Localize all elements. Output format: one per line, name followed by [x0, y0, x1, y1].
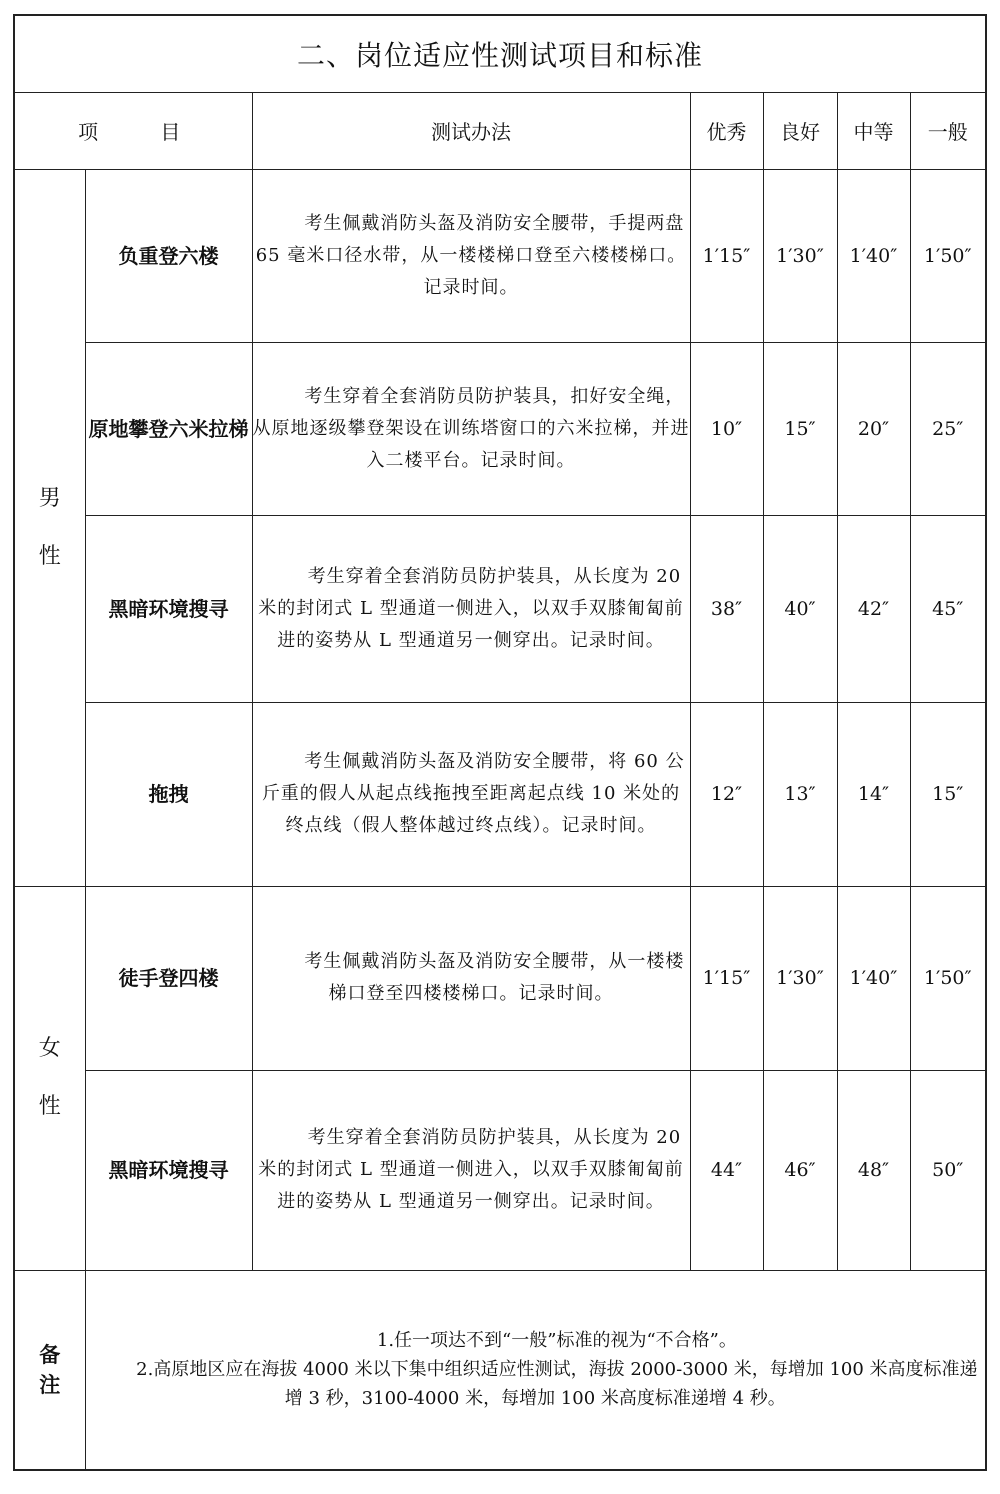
- table-row: [14, 169, 986, 342]
- remarks-content: [85, 1270, 986, 1470]
- score-general: 1′50″: [910, 886, 986, 1070]
- header-medium: 中等: [837, 92, 910, 169]
- score-excellent: 1′15″: [690, 169, 763, 342]
- score-excellent: 38″: [690, 515, 763, 702]
- score-good: 15″: [763, 342, 837, 515]
- score-good: 1′30″: [763, 169, 837, 342]
- header-good: 良好: [763, 92, 837, 169]
- score-general: 25″: [910, 342, 986, 515]
- score-general: 1′50″: [910, 169, 986, 342]
- score-medium: 14″: [837, 702, 910, 886]
- method-text: 考生佩戴消防头盔及消防安全腰带，手提两盘 65 毫米口径水带，从一楼楼梯口登至六楼楼梯口。记录时间。: [252, 169, 690, 342]
- score-good: 40″: [763, 515, 837, 702]
- table-row: [14, 886, 986, 1070]
- score-excellent: 44″: [690, 1070, 763, 1270]
- score-medium: 42″: [837, 515, 910, 702]
- remark-line: 2.高原地区应在海拔 4000 米以下集中组织适应性测试，海拔 2000-3000 米，每增加 100 米高度标准递增 3 秒，3100-4000 米，每增加 100 米高度标准递增 4 秒。: [136, 1359, 978, 1410]
- item-name: 黑暗环境搜寻: [85, 515, 252, 702]
- score-medium: 1′40″: [837, 169, 910, 342]
- score-medium: 1′40″: [837, 886, 910, 1070]
- score-good: 46″: [763, 1070, 837, 1270]
- table-row: [14, 702, 986, 886]
- item-name: 黑暗环境搜寻: [85, 1070, 252, 1270]
- score-medium: 48″: [837, 1070, 910, 1270]
- remarks-label: 备注: [39, 1342, 61, 1397]
- method-text: 考生穿着全套消防员防护装具，从长度为 20 米的封闭式 L 型通道一侧进入，以双手双膝匍匐前进的姿势从 L 型通道另一侧穿出。记录时间。: [252, 1070, 690, 1270]
- gender-label: 男性: [38, 485, 61, 569]
- table-row: [14, 515, 986, 702]
- header-method: 测试办法: [252, 92, 690, 169]
- standards-table: [13, 14, 987, 1471]
- item-name: 原地攀登六米拉梯: [85, 342, 252, 515]
- score-excellent: 12″: [690, 702, 763, 886]
- gender-female: [14, 886, 85, 1270]
- remarks-label-cell: [14, 1270, 85, 1470]
- score-general: 50″: [910, 1070, 986, 1270]
- method-text: 考生穿着全套消防员防护装具，从长度为 20 米的封闭式 L 型通道一侧进入，以双手双膝匍匐前进的姿势从 L 型通道另一侧穿出。记录时间。: [252, 515, 690, 702]
- remark-line: 1.任一项达不到“一般”标准的视为“不合格”。: [376, 1330, 737, 1352]
- item-name: 拖拽: [85, 702, 252, 886]
- method-text: 考生穿着全套消防员防护装具，扣好安全绳，从原地逐级攀登架设在训练塔窗口的六米拉梯，并进入二楼平台。记录时间。: [252, 342, 690, 515]
- header-row: [14, 92, 986, 169]
- remarks-row: [14, 1270, 986, 1470]
- score-excellent: 10″: [690, 342, 763, 515]
- item-name: 负重登六楼: [85, 169, 252, 342]
- page-title: 二、岗位适应性测试项目和标准: [14, 15, 986, 92]
- table-row: [14, 1070, 986, 1270]
- method-text: 考生佩戴消防头盔及消防安全腰带，将 60 公斤重的假人从起点线拖拽至距离起点线 10 米处的终点线（假人整体越过终点线）。记录时间。: [252, 702, 690, 886]
- header-excellent: 优秀: [690, 92, 763, 169]
- score-general: 15″: [910, 702, 986, 886]
- header-general: 一般: [910, 92, 986, 169]
- score-good: 1′30″: [763, 886, 837, 1070]
- score-medium: 20″: [837, 342, 910, 515]
- gender-label: 女性: [38, 1036, 61, 1119]
- score-excellent: 1′15″: [690, 886, 763, 1070]
- score-general: 45″: [910, 515, 986, 702]
- table-row: [14, 342, 986, 515]
- score-good: 13″: [763, 702, 837, 886]
- gender-male: [14, 169, 85, 886]
- header-item: 项 目: [14, 92, 252, 169]
- item-name: 徒手登四楼: [85, 886, 252, 1070]
- method-text: 考生佩戴消防头盔及消防安全腰带，从一楼楼梯口登至四楼楼梯口。记录时间。: [252, 886, 690, 1070]
